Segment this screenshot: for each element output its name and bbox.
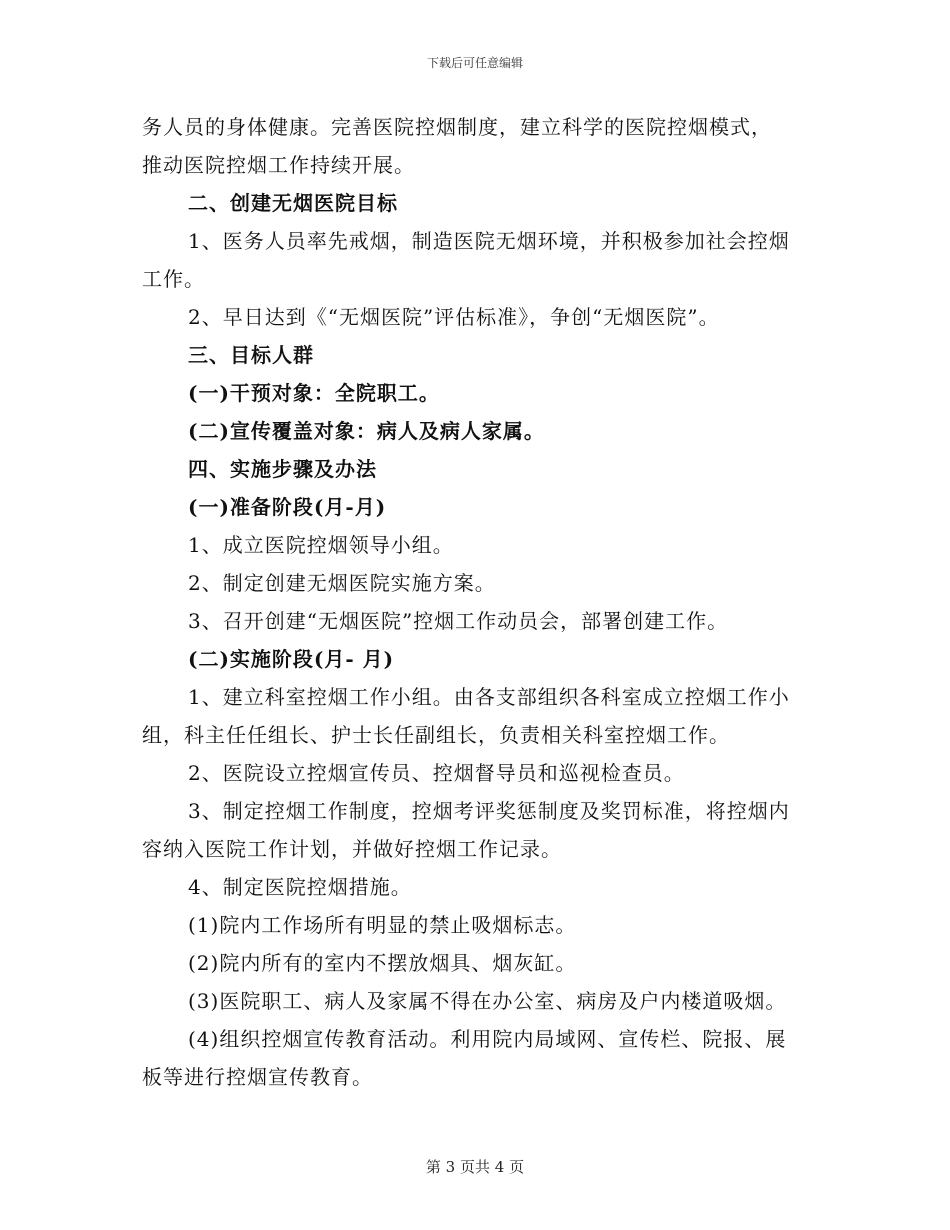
section-heading: (一)准备阶段(月-月) — [188, 495, 387, 519]
paragraph-line: 4、制定医院控烟措施。 — [188, 875, 412, 899]
paragraph-line: 工作。 — [142, 267, 205, 291]
paragraph-line: (2)院内所有的室内不摆放烟具、烟灰缸。 — [188, 951, 577, 975]
section-heading: (一)干预对象：全院职工。 — [188, 381, 440, 405]
paragraph-line: 1、成立医院控烟领导小组。 — [188, 533, 454, 557]
paragraph-line: 2、早日达到《“无烟医院”评估标准》，争创“无烟医院”。 — [188, 305, 720, 329]
paragraph-line: 2、制定创建无烟医院实施方案。 — [188, 571, 496, 595]
paragraph-line: (4)组织控烟宣传教育活动。利用院内局域网、宣传栏、院报、展 — [188, 1027, 787, 1051]
section-heading: 四、实施步骤及办法 — [188, 457, 377, 481]
paragraph-line: 2、医院设立控烟宣传员、控烟督导员和巡视检查员。 — [188, 761, 685, 785]
document-body — [142, 108, 810, 1096]
paragraph-line: 务人员的身体健康。完善医院控烟制度，建立科学的医院控烟模式， — [142, 115, 772, 139]
paragraph-line: (1)院内工作场所有明显的禁止吸烟标志。 — [188, 913, 577, 937]
paragraph-line: 1、建立科室控烟工作小组。由各支部组织各科室成立控烟工作小 — [188, 685, 790, 709]
section-heading: 二、创建无烟医院目标 — [188, 191, 398, 215]
section-heading: (二)实施阶段(月- 月) — [188, 647, 395, 671]
paragraph-line: 3、制定控烟工作制度，控烟考评奖惩制度及奖罚标准，将控烟内 — [188, 799, 790, 823]
paragraph-line: (3)医院职工、病人及家属不得在办公室、病房及户内楼道吸烟。 — [188, 989, 787, 1013]
page-footer: 第 3 页共 4 页 — [425, 1158, 525, 1176]
paragraph-line: 板等进行控烟宣传教育。 — [142, 1065, 373, 1089]
section-heading: 三、目标人群 — [188, 343, 314, 367]
paragraph-line: 1、医务人员率先戒烟，制造医院无烟环境，并积极参加社会控烟 — [188, 229, 790, 253]
page-header: 下载后可任意编辑 — [426, 56, 523, 70]
paragraph-line: 容纳入医院工作计划，并做好控烟工作记录。 — [142, 837, 562, 861]
paragraph-line: 组，科主任任组长、护士长任副组长，负责相关科室控烟工作。 — [142, 723, 730, 747]
paragraph-line: 推动医院控烟工作持续开展。 — [142, 153, 415, 177]
section-heading: (二)宣传覆盖对象：病人及病人家属。 — [188, 419, 545, 443]
paragraph-line: 3、召开创建“无烟医院”控烟工作动员会，部署创建工作。 — [188, 609, 729, 633]
